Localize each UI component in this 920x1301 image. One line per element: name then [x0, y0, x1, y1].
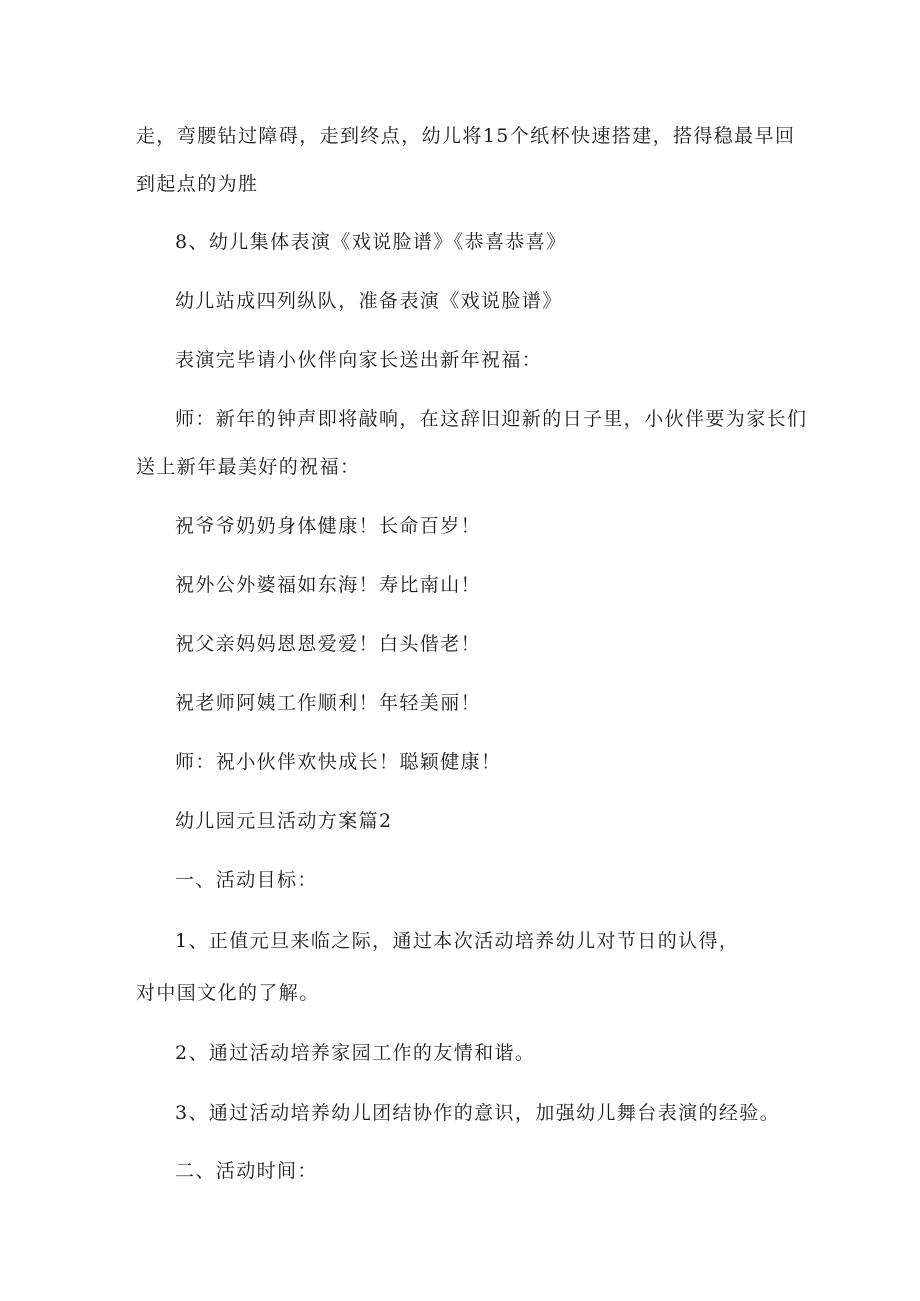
paragraph-line: 送上新年最美好的祝福： — [136, 456, 361, 478]
paragraph-line: 幼儿站成四列纵队，准备表演《戏说脸谱》 — [175, 290, 563, 312]
paragraph-line: 表演完毕请小伙伴向家长送出新年祝福： — [175, 349, 543, 371]
paragraph-line: 师：新年的钟声即将敲响，在这辞旧迎新的日子里，小伙伴要为家长们 — [175, 408, 808, 430]
section-heading: 幼儿园元旦活动方案篇2 — [175, 810, 393, 832]
paragraph-line: 对中国文化的了解。 — [136, 982, 320, 1004]
section-heading: 二、活动时间： — [175, 1160, 318, 1182]
list-item: 2、通过活动培养家园工作的友情和谐。 — [175, 1042, 536, 1064]
paragraph-line: 走，弯腰钻过障碍，走到终点，幼儿将15个纸杯快速搭建，搭得稳最早回 — [136, 125, 796, 147]
blessing-line: 祝父亲妈妈恩恩爱爱！白头偕老！ — [175, 633, 482, 655]
list-item: 3、通过活动培养幼儿团结协作的意识，加强幼儿舞台表演的经验。 — [175, 1102, 781, 1124]
blessing-line: 祝外公外婆福如东海！寿比南山！ — [175, 574, 482, 596]
blessing-line: 师：祝小伙伴欢快成长！聪颖健康！ — [175, 751, 502, 773]
blessing-line: 祝爷爷奶奶身体健康！长命百岁！ — [175, 515, 482, 537]
section-heading: 一、活动目标： — [175, 869, 318, 891]
blessing-line: 祝老师阿姨工作顺利！年轻美丽！ — [175, 692, 482, 714]
list-item: 1、正值元旦来临之际，通过本次活动培养幼儿对节日的认得， — [175, 930, 740, 952]
paragraph-line: 到起点的为胜 — [136, 173, 259, 195]
section-item: 8、幼儿集体表演《戏说脸谱》《恭喜恭喜》 — [175, 231, 567, 253]
